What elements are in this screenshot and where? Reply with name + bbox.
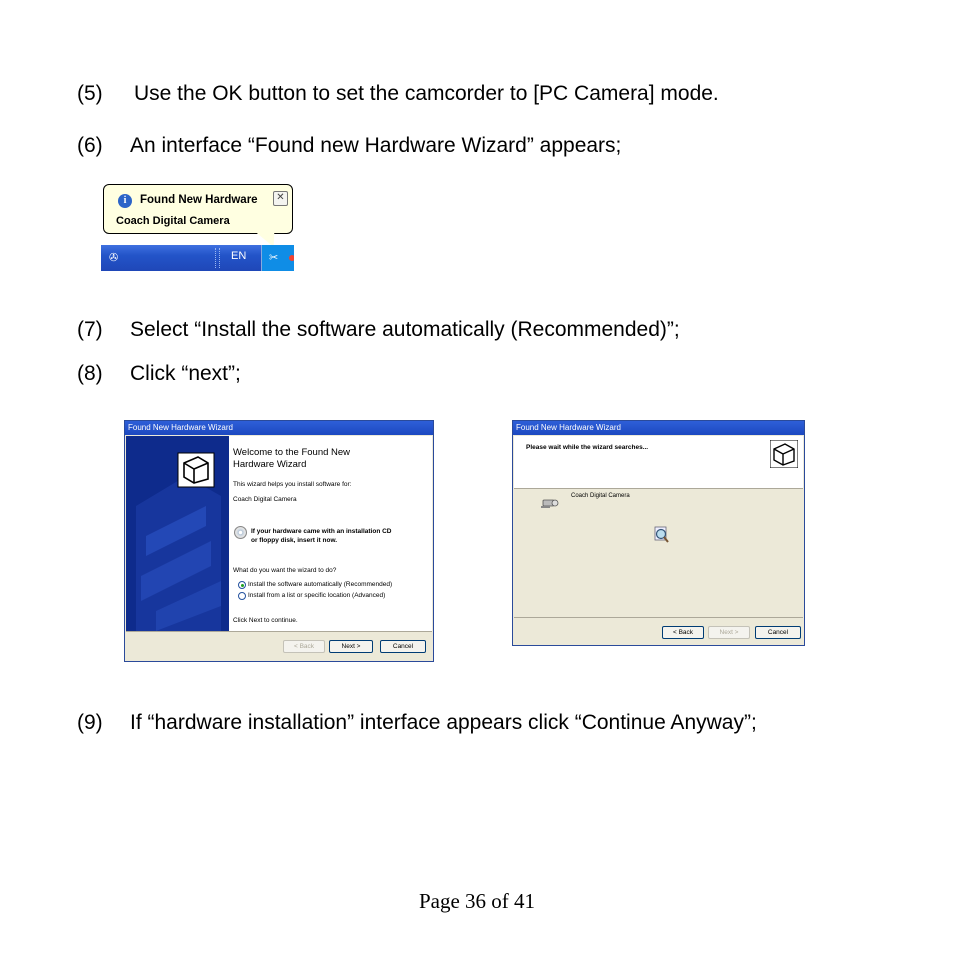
- wizard-heading: [233, 447, 350, 471]
- step-number: (7): [77, 318, 103, 341]
- radio-install-automatically[interactable]: [238, 581, 246, 589]
- page-number: Page 36 of 41: [418, 889, 536, 913]
- step-text: Click “next”;: [130, 362, 241, 385]
- step-text: An interface “Found new Hardware Wizard” appears;: [130, 134, 622, 157]
- step-text: Select “Install the software automatically (Recommended)”;: [130, 318, 680, 341]
- radio-label-auto[interactable]: Install the software automatically (Recommended): [248, 581, 393, 588]
- wizard-heading-line1: Welcome to the Found New: [233, 447, 351, 458]
- language-indicator[interactable]: EN: [231, 250, 247, 262]
- wizard-content: [229, 436, 432, 631]
- device-name: Coach Digital Camera: [233, 496, 297, 503]
- cancel-button[interactable]: Cancel: [755, 626, 801, 639]
- taskbar-separator: [215, 248, 220, 268]
- wizard-button-bar: [514, 617, 803, 645]
- notification-title: Found New Hardware: [140, 194, 258, 206]
- wizard-helps-text: This wizard helps you install software for:: [233, 481, 352, 488]
- step-text: Use the OK button to set the camcorder to [PC Camera] mode.: [134, 82, 719, 105]
- hardware-tray-icon[interactable]: ✂: [269, 252, 279, 264]
- close-icon[interactable]: ✕: [273, 191, 288, 206]
- wizard-header: [514, 436, 803, 489]
- step-number: (9): [77, 711, 103, 734]
- radio-install-from-list[interactable]: [238, 592, 246, 600]
- step-number: (8): [77, 362, 103, 385]
- info-icon: i: [118, 194, 132, 208]
- notification-balloon[interactable]: [103, 184, 293, 234]
- wizard-header-text: Please wait while the wizard searches...: [526, 444, 649, 451]
- hardware-wizard-icon: [770, 440, 798, 468]
- cd-instructions-line2: or floppy disk, insert it now.: [251, 537, 338, 544]
- tray-status-icon: [289, 255, 294, 261]
- wizard-side-banner: [126, 436, 229, 631]
- usb-device-icon[interactable]: ✇: [109, 252, 119, 264]
- back-button[interactable]: < Back: [662, 626, 704, 639]
- search-animation-icon: [653, 525, 671, 545]
- wizard-heading-line2: Hardware Wizard: [233, 459, 307, 470]
- wizard-welcome-window: [124, 420, 434, 662]
- window-title: Found New Hardware Wizard: [513, 421, 804, 435]
- wizard-question: What do you want the wizard to do?: [233, 567, 337, 574]
- found-hardware-notification: [101, 182, 294, 271]
- step-number: (5): [77, 82, 103, 105]
- next-button[interactable]: Next >: [329, 640, 373, 653]
- notification-body: Coach Digital Camera: [116, 215, 230, 227]
- window-title: Found New Hardware Wizard: [125, 421, 433, 435]
- wizard-searching-window: [512, 420, 805, 646]
- step-number: (6): [77, 134, 103, 157]
- cd-icon: [234, 526, 247, 539]
- back-button[interactable]: < Back: [283, 640, 325, 653]
- next-button[interactable]: Next >: [708, 626, 750, 639]
- cancel-button[interactable]: Cancel: [380, 640, 426, 653]
- device-name: Coach Digital Camera: [571, 493, 630, 499]
- radio-label-manual[interactable]: Install from a list or specific location (Advanced): [248, 592, 386, 599]
- step-text: If “hardware installation” interface appears click “Continue Anyway”;: [130, 711, 757, 734]
- click-next-text: Click Next to continue.: [233, 617, 298, 624]
- camera-icon: [541, 497, 559, 509]
- wizard-button-bar: [126, 631, 432, 661]
- hardware-wizard-icon: [178, 453, 214, 487]
- cd-instructions: [251, 527, 392, 545]
- cd-instructions-line1: If your hardware came with an installation CD: [251, 528, 392, 535]
- wizard-banner-graphic: [126, 436, 229, 631]
